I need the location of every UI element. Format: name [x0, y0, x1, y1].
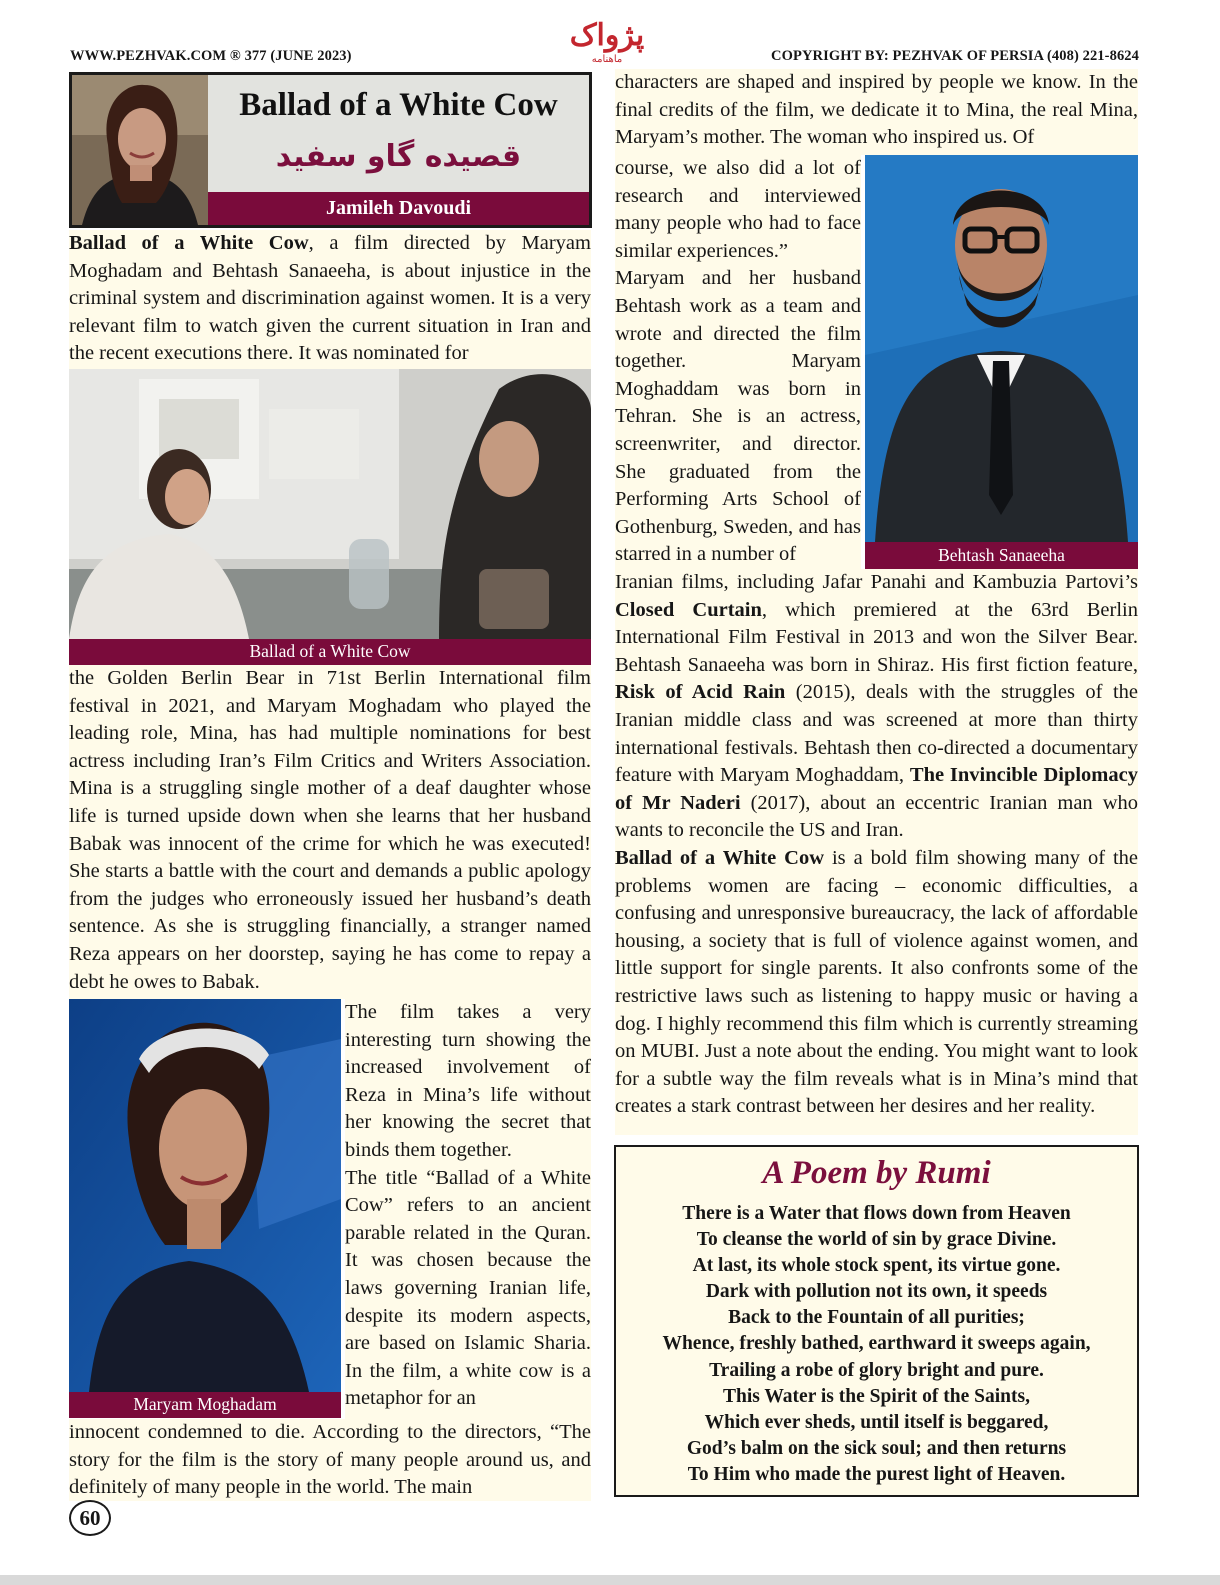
article-title-box [69, 72, 592, 228]
col1-paragraph-5: innocent condemned to die. According to the directors, “The story for the film is the story of many people around us, and definitely of many people in the world. The main [69, 1421, 591, 1499]
film-title-bold-2: Ballad of a White Cow [615, 846, 825, 869]
header-copyright: COPYRIGHT BY: PEZHVAK OF PERSIA (408) 221-8624 [771, 48, 1139, 64]
col2-paragraph-2: course, we also did a lot of research and interviewed many people who had to face similar experiences.” [615, 157, 861, 262]
header-issue-info: WWW.PEZHVAK.COM ® 377 (JUNE 2023) [70, 48, 352, 64]
col2-paragraph-5 [615, 845, 1138, 1121]
author-photo [72, 75, 208, 225]
logo-subtitle: ماهنامه [591, 54, 623, 65]
col2-p4-text-c: , which premiered at the 63rd Berlin International Film Festival in 2013 and won the Silver Bear. Behtash Sanaeeha was born in Shiraz. His first fiction feature, [615, 598, 1138, 676]
poem-line: Whence, freshly bathed, earthward it sweeps again, [662, 1333, 1091, 1355]
bottom-rule [0, 1575, 1220, 1585]
poem-line: To Him who made the purest light of Heaven. [687, 1463, 1066, 1485]
col2-intro [615, 69, 1138, 155]
poem-line: At last, its whole stock spent, its virtue gone. [692, 1255, 1061, 1277]
film-title-bold: Ballad of a White Cow [69, 232, 309, 254]
article-title: Ballad of a White Cow [239, 87, 558, 123]
col2-paragraph-4 [615, 569, 1138, 845]
maryam-caption: Maryam Moghadam [69, 1392, 341, 1418]
poem-line: Dark with pollution not its own, it speeds [705, 1281, 1048, 1303]
rumi-poem-box [614, 1145, 1139, 1497]
col1-paragraph-2: the Golden Berlin Bear in 71st Berlin International film festival in 2021, and Maryam Moghadam who played the leading role, Mina, has had multiple nominations for best actress including Iran’s Film Critics and Writers Association. Mina is a struggling single mother of a deaf daughter whose life is turned upside down when she learns that her husband Babak was innocent of the crime for which he was executed! She starts a battle with the court and demands a public apology from the judges who erroneously issued her husband’s death sentence. As she is struggling financially, a stranger named Reza appears on her doorstep, saying he has come to repay a debt he owes to Babak. [69, 667, 591, 993]
col1-intro [69, 230, 591, 369]
col1-beside-photo [345, 999, 591, 1419]
col2-p5-text: is a bold film showing many of the problems women are facing – economic difficulties, a confusing and unresponsive bureaucracy, the lack of affordable housing, a society that is full of violence against women, and little support for single parents. It also confronts some of the restrictive laws such as listening to happy music or having a dog. I highly recommend this film which is currently streaming on MUBI. Just a note about the ending. You might want to look for a subtle way the film reveals what is in Mina’s mind that creates a stark contrast between her desires and her reality. [615, 846, 1138, 1118]
poem-line: This Water is the Spirit of the Saints, [723, 1385, 1030, 1407]
article-title-persian: قصیده گاو سفید [275, 139, 522, 174]
pezhvak-logo [548, 14, 666, 70]
behtash-photo [865, 155, 1138, 542]
behtash-caption: Behtash Sanaeeha [865, 542, 1138, 569]
poem-line: Trailing a robe of glory bright and pure. [709, 1359, 1044, 1381]
col1-paragraph-3: The film takes a very interesting turn showing the increased involvement of Reza in Mina’s life without her knowing the secret that binds them together. [345, 1001, 591, 1161]
col2-paragraph-3: Maryam and her husband Behtash work as a team and wrote and directed the film together. Maryam Moghaddam was born in Tehran. She is an actress, screenwriter, and director. She graduated from the Performing Arts School of Gothenburg, Sweden, and has starred in a number of [615, 267, 861, 566]
col2-beside-photo [615, 155, 861, 569]
col2-paragraph-1: characters are shaped and inspired by people we know. In the final credits of the film, we dedicate it to Mina, the real Mina, Maryam’s mother. The woman who inspired us. Of [615, 71, 1138, 149]
col2-p4-text-a: Iranian films, including Jafar Panahi and Kambuzia Partovi’s [615, 571, 1138, 593]
poem-line: There is a Water that flows down from Heaven [682, 1203, 1071, 1224]
title-panel [208, 75, 589, 192]
film-title-risk-of-acid-rain: Risk of Acid Rain [615, 681, 786, 704]
film-still-photo [69, 369, 591, 639]
col2-body [615, 569, 1138, 1135]
poem-line: Back to the Fountain of all purities; [728, 1307, 1025, 1329]
col1-end [69, 1419, 591, 1501]
col1-paragraph-1-text: , a film directed by Maryam Moghadam and Behtash Sanaeeha, is about injustice in the criminal system and discrimination against women. It is a very relevant film to watch given the current situation in Iran and the recent executions there. It was nominated for [69, 232, 591, 365]
maryam-photo [69, 999, 341, 1392]
col2-p4-text-e: (2017), about an eccentric Iranian man who wants to reconcile the US and Iran. [615, 791, 1138, 842]
film-title-closed-curtain: Closed Curtain [615, 598, 762, 621]
poem-title: A Poem by Rumi [762, 1155, 991, 1191]
film-title-invincible-diplomacy: The Invincible Diplomacy of Mr Naderi [615, 764, 1138, 814]
author-byline: Jamileh Davoudi [208, 192, 589, 225]
logo-wordmark: پژواک [569, 18, 645, 53]
col1-body [69, 665, 591, 999]
page-number: 60 [69, 1500, 111, 1536]
poem-lines [616, 1201, 1137, 1488]
col1-paragraph-1 [69, 230, 591, 368]
poem-line: Which ever sheds, until itself is beggared, [704, 1411, 1049, 1433]
film-still-caption: Ballad of a White Cow [69, 639, 591, 665]
col1-paragraph-4: The title “Ballad of a White Cow” refers to an ancient parable related in the Quran. It was chosen because the laws governing Iranian life, despite its modern aspects, are based on Islamic Sharia. In the film, a white cow is a metaphor for an [345, 1166, 591, 1410]
poem-line: To cleanse the world of sin by grace Divine. [696, 1229, 1057, 1251]
col2-p4-text-d: (2015), deals with the struggles of the Iranian middle class and was screened at more than thirty international festivals. Behtash then co-directed a documentary feature with Maryam Moghaddam, [615, 681, 1138, 787]
poem-line: God’s balm on the sick soul; and then returns [686, 1437, 1067, 1459]
